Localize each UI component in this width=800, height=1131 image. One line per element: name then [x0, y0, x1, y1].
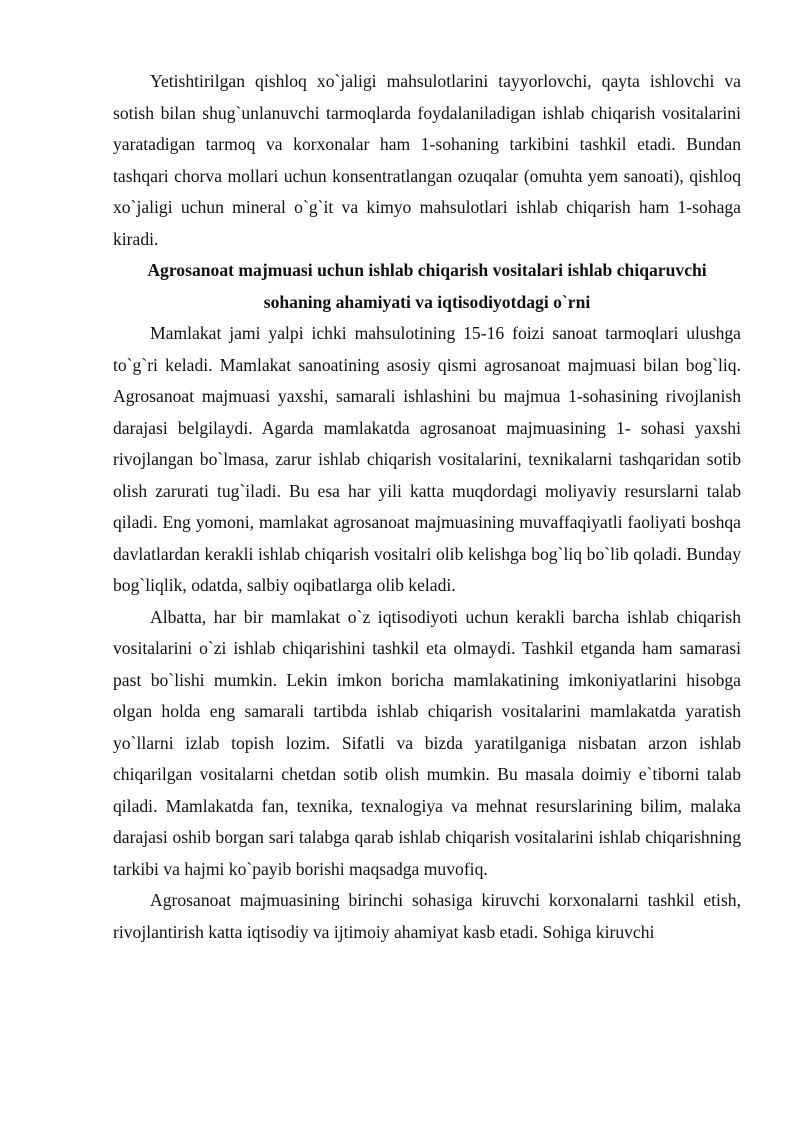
paragraph-3: Agrosanoat majmuasining birinchi sohasiga kiruvchi korxonalarni tashkil etish, rivojlantirish katta iqtisodiy va ijtimoiy ahamiyat kasb etadi. Sohiga kiruvchi	[113, 890, 741, 942]
section-heading	[113, 255, 741, 318]
paragraph-2: Albatta, har bir mamlakat o`z iqtisodiyoti uchun kerakli barcha ishlab chiqarish vositalarini o`zi ishlab chiqarishini tashkil eta olmaydi. Tashkil etganda ham samarasi past bo`lishi mumkin. Lekin imkon boricha mamlakatining imkoniyatlarini hisobga olgan holda eng samarali tartibda ishlab chiqarish vositalarini mamlakatda yaratish yo`llarni izlab topish lozim. Sifatli va bizda yaratilganiga nisbatan arzon ishlab chiqarilgan vositalarni chetdan sotib olish mumkin. Bu masala doimiy e`tiborni talab qiladi. Mamlakatda fan, texnika, texnalogiya va mehnat resurslarining bilim, malaka darajasi oshib borgan sari talabga qarab ishlab chiqarish vositalarini ishlab chiqarishning tarkibi va hajmi ko`payib borishi maqsadga muvofiq.	[113, 606, 741, 879]
section-heading-line-2: sohaning ahamiyati va iqtisodiyotdagi o`rni	[263, 291, 591, 312]
paragraph-1: Mamlakat jami yalpi ichki mahsulotining 15-16 foizi sanoat tarmoqlari ulushga to`g`ri keladi. Mamlakat sanoatining asosiy qismi agrosanoat majmuasi bilan bog`liq. Agrosanoat majmuasi yaxshi, samarali ishlashini bu majmua 1-sohasining rivojlanish darajasi belgilaydi. Agarda mamlakatda agrosanoat majmuasining 1- sohasi yaxshi rivojlangan bo`lmasa, zarur ishlab chiqarish vositalarini, texnikalarni tashqaridan sotib olish zarurati tug`iladi. Bu esa har yili katta muqdordagi moliyaviy resurslarni talab qiladi. Eng yomoni, mamlakat agrosanoat majmuasining muvaffaqiyatli faoliyati boshqa davlatlardan kerakli ishlab chiqarish vositalri olib kelishga bog`liq bo`lib qoladi. Bunday bog`liqlik, odatda, salbiy oqibatlarga olib keladi.	[113, 323, 741, 595]
section-heading-line-1: Agrosanoat majmuasi uchun ishlab chiqarish vositalari ishlab chiqaruvchi	[147, 260, 707, 280]
document-page	[113, 66, 741, 948]
paragraph-intro: Yetishtirilgan qishloq xo`jaligi mahsulotlarini tayyorlovchi, qayta ishlovchi va sotish bilan shug`unlanuvchi tarmoqlarda foydalaniladigan ishlab chiqarish vositalarini yaratadigan tarmoq va korxonalar ham 1-sohaning tarkibini tashkil etadi. Bundan tashqari chorva mollari uchun konsentratlangan ozuqalar (omuhta yem sanoati), qishloq xo`jaligi uchun mineral o`g`it va kimyo mahsulotlari ishlab chiqarish ham 1-sohaga kiradi.	[113, 71, 741, 249]
